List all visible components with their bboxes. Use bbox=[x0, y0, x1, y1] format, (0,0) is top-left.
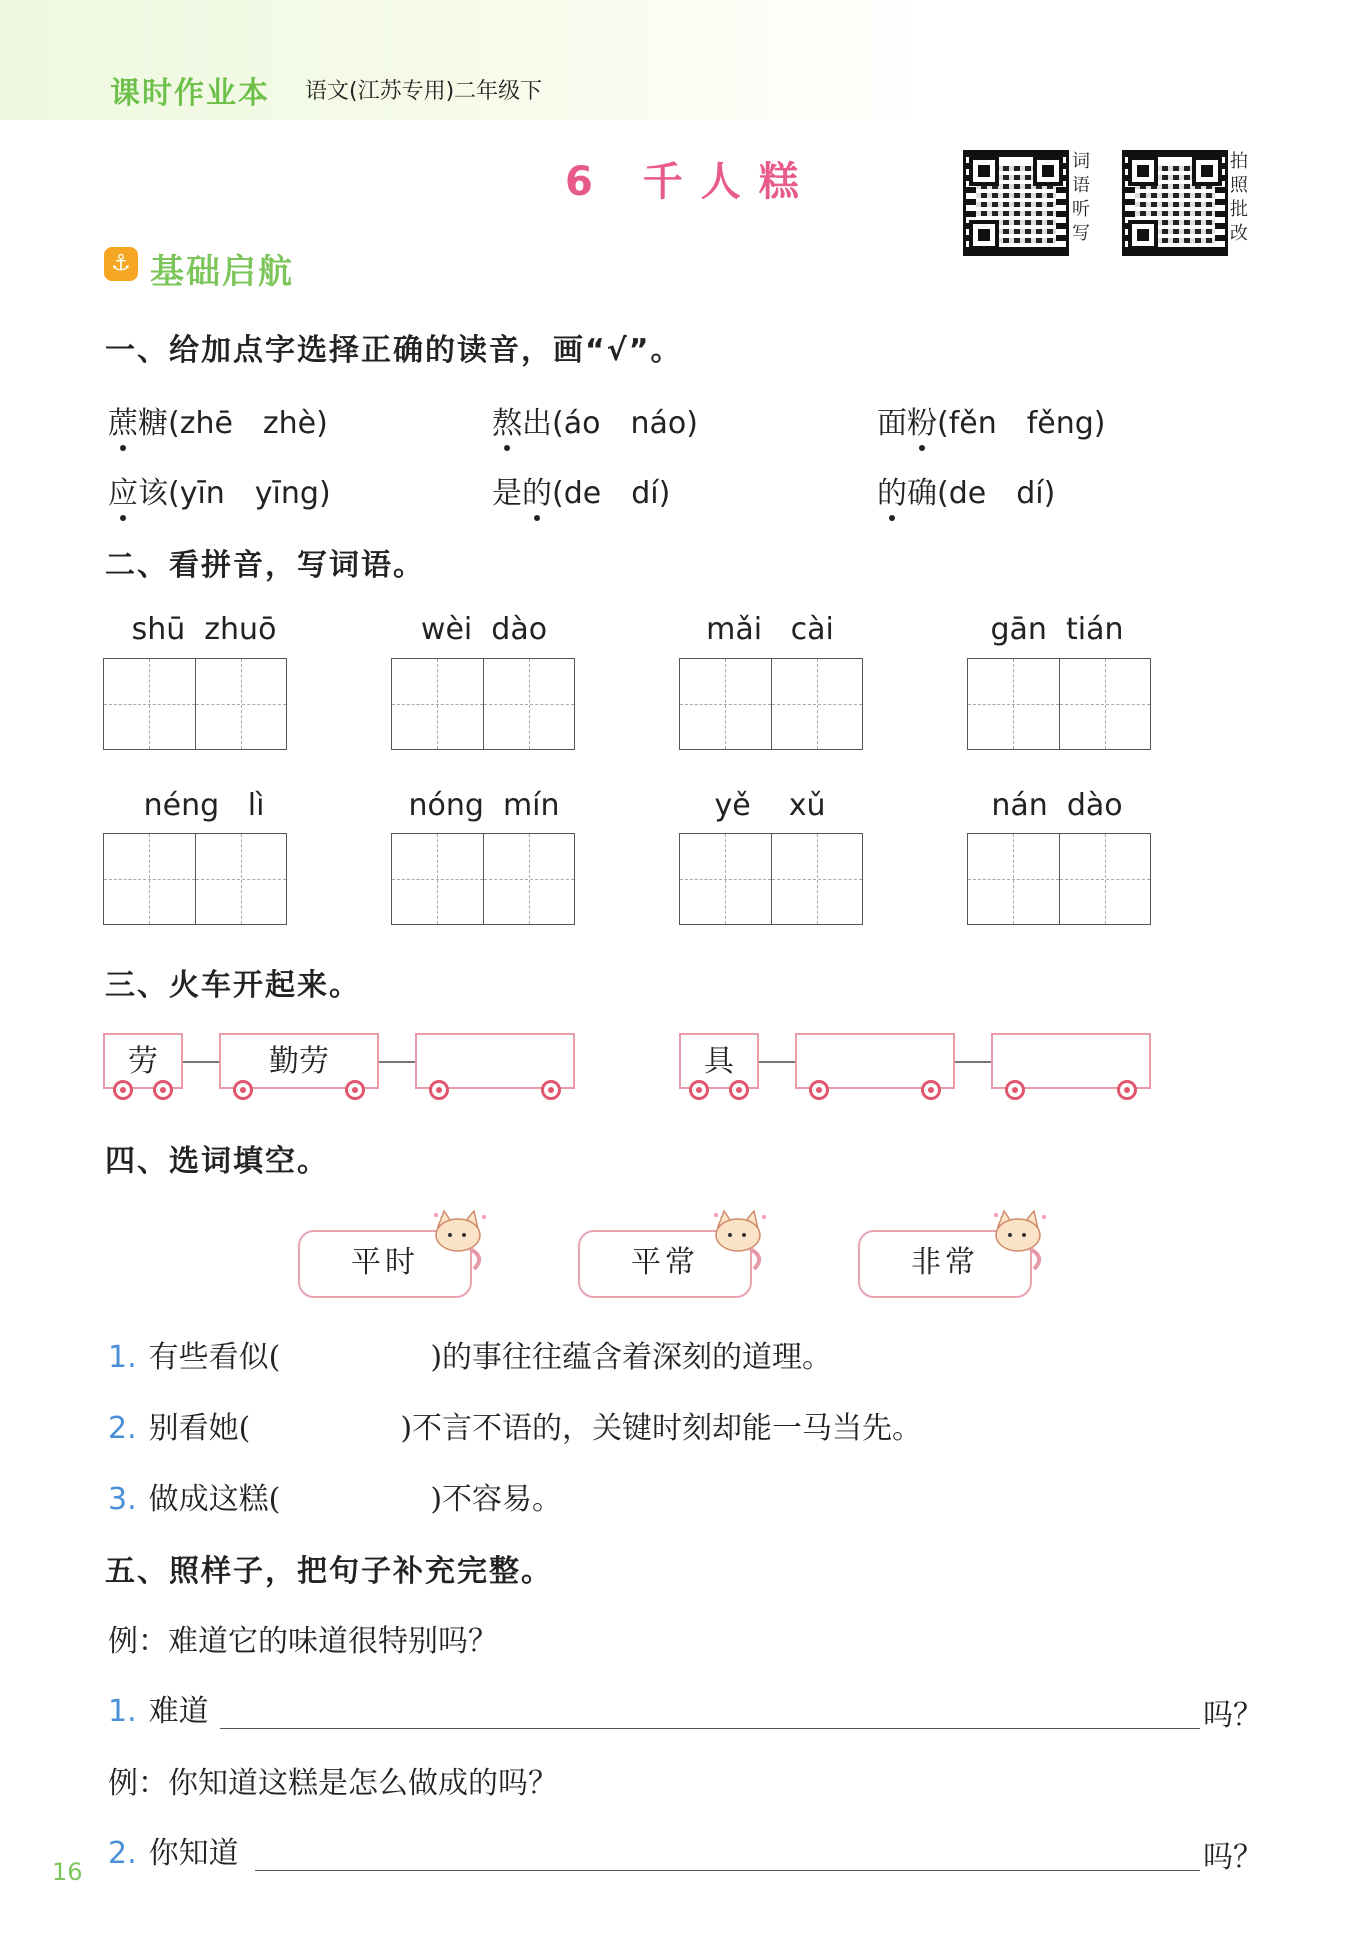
lesson-title: 6 千人糕 bbox=[565, 159, 817, 205]
writing-grid[interactable] bbox=[679, 833, 863, 925]
dotted-char: 熬 bbox=[492, 406, 522, 441]
q5-example-1: 例：难道它的味道很特别吗？ bbox=[108, 1624, 498, 1659]
pinyin-label: mǎi cài bbox=[706, 612, 834, 647]
q1-item-3[interactable]: 面粉(fěn fěng) bbox=[877, 406, 1106, 441]
pinyin-label: shū zhuō bbox=[131, 612, 277, 647]
dotted-char: 应 bbox=[108, 476, 138, 511]
writing-grid[interactable] bbox=[391, 833, 575, 925]
q1-heading: 一、给加点字选择正确的读音，画“√”。 bbox=[105, 333, 683, 368]
wheel-icon bbox=[429, 1080, 449, 1100]
train-link bbox=[183, 1061, 219, 1063]
word-card-feichang: 非常 bbox=[858, 1230, 1032, 1298]
cat-icon bbox=[710, 1205, 770, 1275]
wheel-icon bbox=[233, 1080, 253, 1100]
pinyin-label: gān tián bbox=[990, 612, 1124, 647]
pinyin-label: nóng mín bbox=[408, 788, 560, 823]
train-car: 具 bbox=[679, 1033, 759, 1089]
book-subtitle: 语文(江苏专用)二年级下 bbox=[305, 79, 543, 104]
word-card-pingshi: 平时 bbox=[298, 1230, 472, 1298]
q4-sentence-2[interactable]: 2. 别看她( )不言不语的，关键时刻却能一马当先。 bbox=[108, 1411, 923, 1446]
q1-item-4[interactable]: 应该(yīn yīng) bbox=[108, 476, 331, 511]
wheel-icon bbox=[1005, 1080, 1025, 1100]
q4-sentence-1[interactable]: 1. 有些看似( )的事往往蕴含着深刻的道理。 bbox=[108, 1340, 833, 1375]
word-card-pingchang: 平常 bbox=[578, 1230, 752, 1298]
book-brand: 课时作业本 bbox=[110, 76, 270, 111]
writing-grid[interactable] bbox=[679, 658, 863, 750]
wheel-icon bbox=[345, 1080, 365, 1100]
q5-item-2: 2. 你知道 bbox=[108, 1836, 239, 1871]
train-link bbox=[759, 1061, 795, 1063]
cat-icon bbox=[990, 1205, 1050, 1275]
writing-grid[interactable] bbox=[391, 658, 575, 750]
q1-item-5[interactable]: 是的(de dí) bbox=[492, 476, 671, 511]
dotted-char: 的 bbox=[522, 476, 552, 511]
dotted-char: 的 bbox=[877, 476, 907, 511]
wheel-icon bbox=[809, 1080, 829, 1100]
wheel-icon bbox=[689, 1080, 709, 1100]
wheel-icon bbox=[153, 1080, 173, 1100]
q4-sentence-3[interactable]: 3. 做成这糕( )不容易。 bbox=[108, 1482, 563, 1517]
writing-grid[interactable] bbox=[967, 658, 1151, 750]
writing-grid[interactable] bbox=[103, 658, 287, 750]
answer-line[interactable] bbox=[255, 1868, 1200, 1871]
train-link bbox=[955, 1061, 991, 1063]
q3-heading: 三、火车开起来。 bbox=[105, 968, 361, 1003]
pinyin-label: wèi dào bbox=[420, 612, 548, 647]
wheel-icon bbox=[541, 1080, 561, 1100]
q2-heading: 二、看拼音，写词语。 bbox=[105, 548, 425, 583]
pinyin-label: yě xǔ bbox=[714, 788, 826, 823]
train-car: 勤劳 bbox=[219, 1033, 379, 1089]
qr-code-grading[interactable] bbox=[1122, 150, 1228, 256]
pinyin-label: nán dào bbox=[991, 788, 1123, 823]
dotted-char: 粉 bbox=[907, 406, 937, 441]
pinyin-label: néng lì bbox=[143, 788, 265, 823]
wheel-icon bbox=[921, 1080, 941, 1100]
section-title: 基础启航 bbox=[150, 252, 294, 292]
q5-example-2: 例：你知道这糕是怎么做成的吗？ bbox=[108, 1766, 558, 1801]
qr-label-dictation: 词语听写 bbox=[1072, 151, 1090, 244]
wheel-icon bbox=[113, 1080, 133, 1100]
q1-item-6[interactable]: 的确(de dí) bbox=[877, 476, 1056, 511]
qr-code-dictation[interactable] bbox=[963, 150, 1069, 256]
q4-heading: 四、选词填空。 bbox=[105, 1144, 329, 1179]
q5-item-2-end: 吗？ bbox=[1203, 1840, 1263, 1875]
q1-item-1[interactable]: 蔗糖(zhē zhè) bbox=[108, 406, 328, 441]
wheel-icon bbox=[729, 1080, 749, 1100]
q5-item-1-end: 吗？ bbox=[1203, 1698, 1263, 1733]
train-link bbox=[379, 1061, 415, 1063]
train-car: 劳 bbox=[103, 1033, 183, 1089]
anchor-icon: ⚓ bbox=[104, 247, 138, 281]
answer-line[interactable] bbox=[220, 1726, 1200, 1729]
dotted-char: 蔗 bbox=[108, 406, 138, 441]
page-number: 16 bbox=[52, 1858, 83, 1886]
writing-grid[interactable] bbox=[967, 833, 1151, 925]
writing-grid[interactable] bbox=[103, 833, 287, 925]
wheel-icon bbox=[1117, 1080, 1137, 1100]
q5-item-1: 1. 难道 bbox=[108, 1694, 209, 1729]
qr-label-grading: 拍照批改 bbox=[1230, 151, 1248, 244]
q1-item-2[interactable]: 熬出(áo náo) bbox=[492, 406, 698, 441]
cat-icon bbox=[430, 1205, 490, 1275]
q5-heading: 五、照样子，把句子补充完整。 bbox=[105, 1554, 553, 1589]
